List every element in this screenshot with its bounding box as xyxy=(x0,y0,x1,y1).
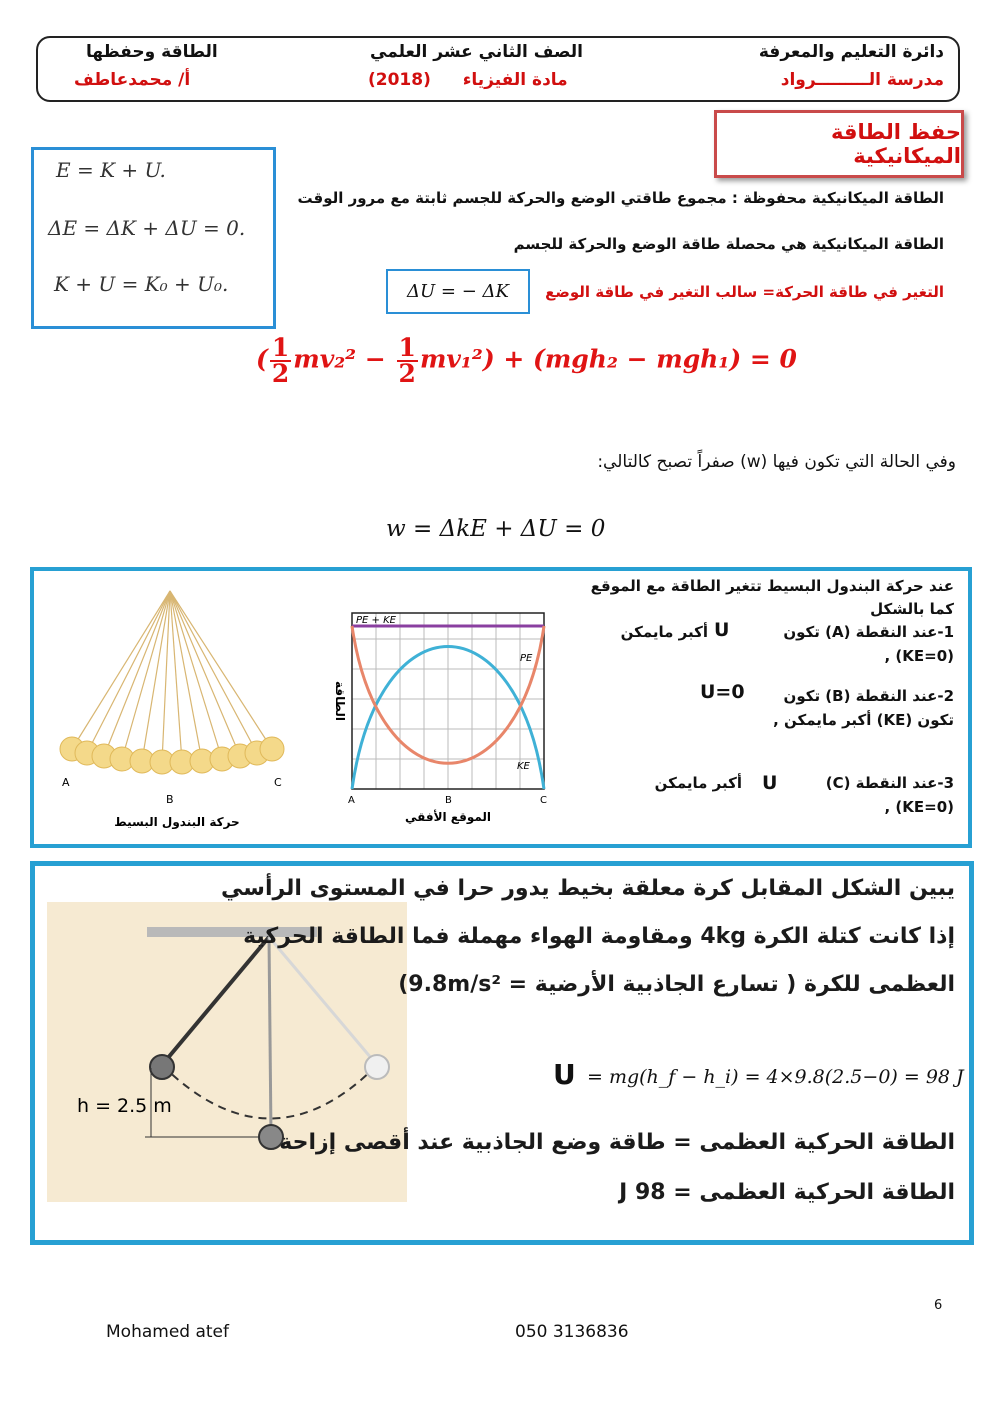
answer-line-2: الطاقة الحركية العظمى = 98 J xyxy=(619,1180,955,1205)
ke-label: KE xyxy=(517,761,530,772)
eq-open-paren: ( xyxy=(256,344,268,374)
delta-u-equation: ΔU = − ΔK xyxy=(386,269,530,314)
height-label: h = 2.5 m xyxy=(77,1095,172,1117)
fraction-half-1 xyxy=(270,333,291,388)
graph-label-a: A xyxy=(348,795,355,806)
equations-box xyxy=(31,147,276,329)
point-a-symbol: U xyxy=(714,619,730,641)
change-line: التغير في طاقة الحركة= سالب التغير في طاقة الوضع xyxy=(545,283,944,301)
point-b-ke: تكون (KE) أكبر مايمكن , xyxy=(773,711,954,729)
graph-x-caption: الموقع الأفقي xyxy=(404,810,492,824)
answer-line-1: الطاقة الحركية العظمى = طاقة وضع الجاذبية عند أقصى إزاحة xyxy=(279,1130,955,1155)
graph-label-c: C xyxy=(540,795,547,806)
pendulum-label-b: B xyxy=(166,793,174,806)
author-phone: 050 3136836 xyxy=(515,1322,629,1342)
ball-right xyxy=(365,1055,389,1079)
header-grade: الصف الثاني عشر العلمي xyxy=(370,42,583,62)
pendulum-figure xyxy=(52,581,302,831)
header-subject-year xyxy=(368,70,568,90)
conservation-equation: K + U = K₀ + U₀. xyxy=(54,272,229,296)
header-year: (2018) xyxy=(368,70,431,90)
header-topic: الطاقة وحفظها xyxy=(86,42,218,62)
pendulum-string-center xyxy=(269,937,271,1135)
frac-den: 2 xyxy=(271,359,290,388)
energy-change-equation xyxy=(256,333,797,388)
question-line-2: إذا كانت كتلة الكرة 4kg ومقاومة الهواء مهملة فما الطاقة الحركية xyxy=(243,924,955,949)
delta-energy-equation: ΔE = ΔK + ΔU = 0. xyxy=(48,216,246,240)
work-condition-line: وفي الحالة التي تكون فيها (w) صفراً تصبح كالتالي: xyxy=(597,452,956,472)
point-c-symbol: U xyxy=(762,772,778,794)
page-header xyxy=(36,36,960,102)
graph-y-caption: الطاقة xyxy=(333,681,347,721)
author-name: Mohamed atef xyxy=(106,1322,230,1342)
pe-label: PE xyxy=(520,653,533,664)
point-c-max: أكبر مايمكن xyxy=(654,774,742,792)
header-teacher: أ/ محمدعاطف xyxy=(74,70,191,90)
panel1-intro-2: كما بالشكل xyxy=(870,600,954,618)
point-a-max: أكبر مايمكن xyxy=(620,623,708,641)
point-a-ke: (KE=0) , xyxy=(884,647,954,665)
pendulum-label-a: A xyxy=(62,776,70,789)
fraction-half-2 xyxy=(397,333,418,388)
energy-equation: E = K + U. xyxy=(56,158,166,182)
page-number: 6 xyxy=(934,1298,943,1313)
pendulum-caption: حركة البندول البسيط xyxy=(114,815,240,829)
header-department: دائرة التعليم والمعرفة xyxy=(758,42,944,62)
frac-num: 1 xyxy=(398,333,416,362)
answer-calculation: = mg(h_f − h_i) = 4×9.8(2.5−0) = 98 J xyxy=(587,1066,964,1088)
ball-left xyxy=(150,1055,174,1079)
header-school: مدرسة الـــــــــرواد xyxy=(780,70,944,90)
answer-u-symbol: U xyxy=(553,1058,576,1091)
point-b-symbol: U=0 xyxy=(700,681,745,703)
example-problem-panel xyxy=(30,861,974,1245)
point-c-line: 3-عند النقطة (C) xyxy=(825,774,954,792)
question-line-1: يبين الشكل المقابل كرة معلقة بخيط يدور حرا في المستوى الرأسي xyxy=(221,876,955,901)
definition-line: الطاقة الميكانيكية محفوظة : مجموع طاقتي الوضع والحركة للجسم ثابتة مع مرور الوقت xyxy=(297,189,944,207)
total-energy-label: PE + KE xyxy=(356,615,396,626)
panel1-intro-1: عند حركة البندول البسيط تتغير الطاقة مع الموقع xyxy=(590,577,954,595)
section-title: حفظ الطاقة الميكانيكية xyxy=(714,110,964,178)
resultant-line: الطاقة الميكانيكية هي محصلة طاقة الوضع والحركة للجسم xyxy=(513,235,944,253)
graph-label-b: B xyxy=(445,795,452,806)
eq-mv2: mv₂² xyxy=(293,344,357,374)
pendulum-bobs xyxy=(60,737,284,774)
point-a-line: 1-عند النقطة (A) تكون xyxy=(783,623,954,641)
frac-den: 2 xyxy=(398,359,416,388)
pendulum-strings xyxy=(72,591,272,762)
question-line-3: العظمى للكرة ( تسارع الجاذبية الأرضية = 9.8m/s²) xyxy=(398,972,955,997)
pendulum-label-c: C xyxy=(274,776,282,789)
header-subject: مادة الفيزياء xyxy=(462,70,568,90)
point-c-ke: (KE=0) , xyxy=(884,798,954,816)
eq-potential-part: ) + (mgh₂ − mgh₁) = 0 xyxy=(482,344,797,374)
frac-num: 1 xyxy=(271,333,290,362)
eq-minus: − xyxy=(364,344,386,374)
work-equation: w = ΔkE + ΔU = 0 xyxy=(386,516,606,542)
point-b-line: 2-عند النقطة (B) تكون xyxy=(783,687,954,705)
energy-graph xyxy=(324,609,564,824)
eq-mv1: mv₁² xyxy=(419,344,483,374)
pendulum-energy-panel xyxy=(30,567,972,848)
